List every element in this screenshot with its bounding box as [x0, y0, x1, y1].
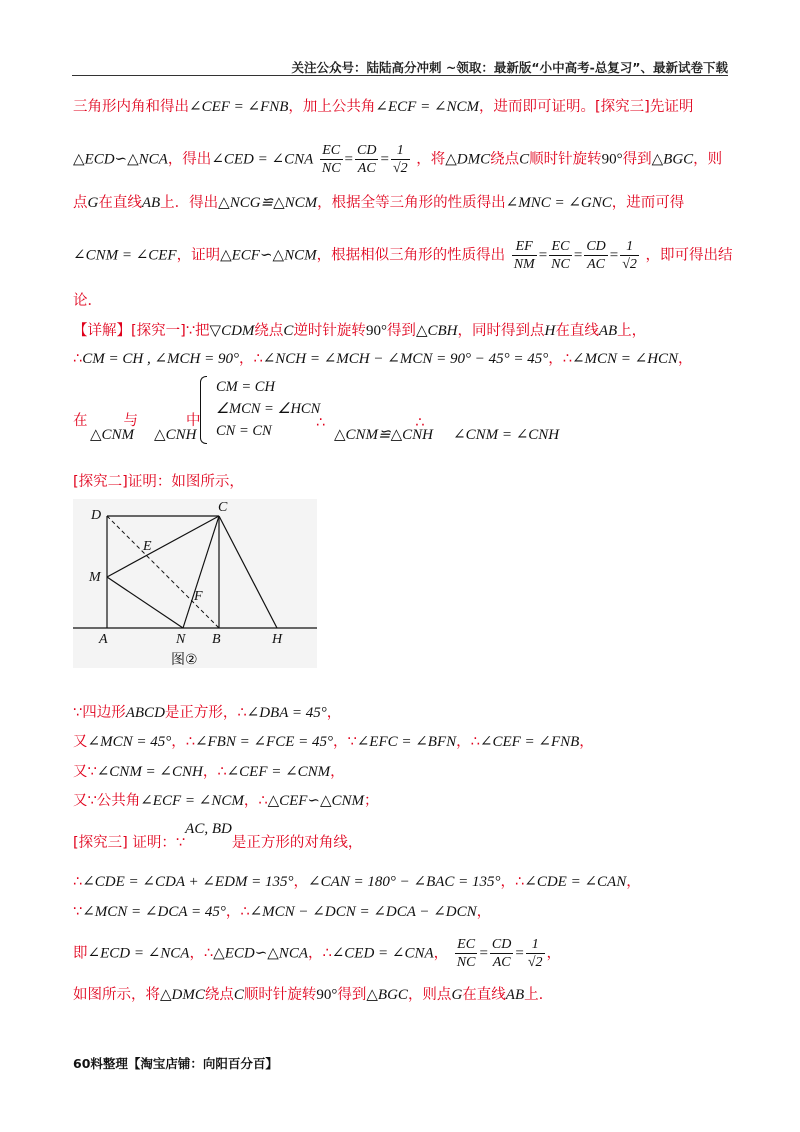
- math: ∠CNM = ∠CNH: [453, 427, 560, 443]
- math: ∠CNM = ∠CNH: [96, 764, 203, 780]
- text: 是正方形，∴: [164, 705, 247, 721]
- text: ，∴: [202, 764, 227, 780]
- math: △NCG≌△NCM: [218, 195, 318, 211]
- text: 点: [73, 195, 88, 211]
- text: ，∴: [171, 734, 195, 750]
- fraction: $\frac{EC}{NC}$: [456, 937, 476, 970]
- text: ，∴: [456, 734, 480, 750]
- math: C: [283, 323, 294, 339]
- math: ∠CNM = ∠CEF: [73, 247, 177, 264]
- text-line-18: [73, 985, 543, 1005]
- text-line-10: [73, 703, 341, 723]
- text-line-17: 即∠ECD = ∠NCA，∴△ECD∽△NCA，∴∠CED = ∠CNA， $\frac{EC}{NC}$ = $\frac{CD}{AC}$ = $\frac{1}{√2}$ ，: [73, 937, 562, 970]
- segment-CH: [219, 516, 277, 628]
- text: 又: [73, 734, 88, 750]
- text: 得到: [622, 151, 652, 168]
- fraction: $\frac{EC}{NC}$: [551, 239, 570, 272]
- math: △BGC: [651, 151, 694, 168]
- text: 在: [73, 413, 88, 429]
- text: ，: [293, 874, 309, 890]
- equation-row: ∠MCN = ∠HCN: [216, 401, 321, 417]
- diagonal-DB: [107, 516, 219, 628]
- fraction: $\frac{CD}{AC}$: [491, 937, 512, 970]
- text: 中: [186, 413, 201, 429]
- text: [探究三] 证明：∵: [73, 835, 186, 851]
- text: ∴: [73, 351, 83, 367]
- math: △CNM: [90, 427, 135, 443]
- text: 得到: [337, 987, 367, 1003]
- equation-system: [216, 376, 320, 442]
- text-line-5: 论．: [73, 293, 102, 309]
- math: ∠CEF = ∠CNM: [226, 764, 331, 780]
- math: ∠ECF = ∠NCM: [375, 99, 480, 115]
- fraction: $\frac{CD}{AC}$: [586, 239, 606, 272]
- text: 如图所示，将: [73, 987, 160, 1003]
- label-M: M: [89, 570, 101, 585]
- text-line-2: △ECD∽△NCA，得出∠CED = ∠CNA $\frac{EC}{NC}$ = $\frac{CD}{AC}$ = $\frac{1}{√2}$ ，将△DMC绕点C顺时针旋转90°得到△BGC，则: [73, 143, 723, 176]
- label-C: C: [218, 500, 228, 515]
- text-line-11: [73, 732, 594, 752]
- text: 顺时针旋转: [529, 151, 602, 168]
- math: CM = CH , ∠MCH = 90°: [82, 351, 239, 367]
- math: AB: [598, 323, 618, 339]
- math: C: [233, 987, 244, 1003]
- math: △BGC: [366, 987, 408, 1003]
- text-line-8b: [90, 425, 196, 445]
- equation-brace: [200, 376, 207, 444]
- label-E: E: [143, 539, 152, 554]
- text: ，进而可得: [611, 195, 685, 211]
- text-line-6: [73, 321, 646, 341]
- text: ，证明: [176, 247, 221, 264]
- math: ∠MCN = 45°: [87, 734, 172, 750]
- math: AB: [505, 987, 525, 1003]
- text: ，即可得出结: [645, 247, 733, 264]
- text: ，∴: [548, 351, 572, 367]
- math: ∠ECF = ∠NCM: [140, 793, 244, 809]
- label-F: F: [194, 589, 203, 604]
- label-D: D: [91, 508, 102, 523]
- text: 在直线: [462, 987, 506, 1003]
- text: 逆时针旋转: [293, 323, 366, 339]
- text: 在直线: [98, 195, 142, 211]
- fraction: $\frac{1}{√2}$: [622, 239, 637, 272]
- math: ∠CDE = ∠CAN: [524, 874, 627, 890]
- equation-row: CM = CH: [216, 379, 275, 395]
- text: ，得出: [167, 151, 212, 168]
- text: 上，: [617, 323, 647, 339]
- text: ，加上公共角: [288, 99, 376, 115]
- text: ，则: [693, 151, 723, 168]
- math: C: [519, 151, 530, 168]
- text: ，∴: [238, 351, 263, 367]
- text: 【详解】[探究一]∵把: [73, 323, 210, 339]
- math: ∠MCN − ∠DCN = ∠DCA − ∠DCN: [249, 904, 477, 920]
- text: 与: [123, 413, 138, 429]
- label-B: B: [212, 632, 221, 647]
- text: ，∵: [332, 734, 357, 750]
- text: 顺时针旋转: [243, 987, 317, 1003]
- text: 三角形内角和得出: [73, 99, 189, 115]
- text: ，: [326, 705, 342, 721]
- math: ∠CAN = 180° − ∠BAC = 135°: [308, 874, 501, 890]
- text: 得到: [386, 323, 416, 339]
- text: ，进而即可证明。[探究三]先证明: [479, 99, 694, 115]
- math: ∠DBA = 45°: [246, 705, 327, 721]
- math: AB: [141, 195, 161, 211]
- text: 绕点: [490, 151, 520, 168]
- fraction: $\frac{1}{√2}$: [527, 937, 543, 970]
- math: △CEF∽△CNM: [267, 793, 365, 809]
- math: ▽CDM: [209, 323, 255, 339]
- figure-svg: [73, 499, 317, 668]
- text: ；: [364, 793, 379, 809]
- text: ，: [678, 351, 693, 367]
- text-line-4: ∠CNM = ∠CEF，证明△ECF∽△NCM，根据相似三角形的性质得出 $\frac{EF}{NM}$ = $\frac{EC}{NC}$ = $\frac{CD}{AC}$ = $\frac{1}{√2}$ ，即可得出结: [73, 239, 733, 272]
- math: ∠CDE = ∠CDA + ∠EDM = 135°: [82, 874, 294, 890]
- text: ，: [546, 945, 562, 962]
- text: 上．得出: [160, 195, 219, 211]
- text: ，将: [416, 151, 446, 168]
- segment-MN: [107, 577, 183, 628]
- text: ，: [626, 874, 641, 890]
- text: ，: [579, 734, 594, 750]
- label-A: A: [99, 632, 108, 647]
- math: G: [451, 987, 463, 1003]
- header-divider: [72, 75, 728, 76]
- math: △CBH: [415, 323, 458, 339]
- equation-row: CN = CN: [216, 423, 272, 439]
- math: ∠MNC = ∠GNC: [505, 195, 612, 211]
- math: ∠EFC = ∠BFN: [356, 734, 457, 750]
- math: ∠MCN = ∠DCA = 45°: [82, 904, 226, 920]
- text: 又∵公共角: [73, 793, 141, 809]
- math: △CNH: [154, 427, 197, 443]
- text: ，则点: [407, 987, 452, 1003]
- text: 即: [73, 945, 88, 962]
- text: ，∴: [225, 904, 250, 920]
- math: 90°: [601, 151, 623, 168]
- text-line-15: [73, 872, 641, 892]
- math: 90°: [365, 323, 387, 339]
- page-header: 关注公众号：陆陆高分冲刺 ~领取：最新版“小中高考-总复习”、最新试卷下载: [291, 60, 728, 75]
- math: H: [544, 323, 556, 339]
- text: 又∵: [73, 764, 97, 780]
- text: 是正方形的对角线，: [231, 835, 363, 851]
- math: △DMC: [160, 987, 205, 1003]
- fraction: $\frac{EF}{NM}$: [513, 239, 535, 272]
- math: ∠FBN = ∠FCE = 45°: [194, 734, 333, 750]
- label-N: N: [176, 632, 186, 647]
- geometry-figure: [73, 499, 317, 668]
- text-line-1: [73, 97, 693, 117]
- text: ，: [433, 945, 449, 962]
- math: ABCD: [125, 705, 165, 721]
- page-footer: 60料整理【淘宝店铺：向阳百分百】: [73, 1056, 278, 1071]
- text: ∴: [316, 415, 326, 431]
- text-line-16: [73, 902, 491, 922]
- math: G: [87, 195, 99, 211]
- text: ∴: [415, 415, 425, 431]
- text-line-7: [73, 349, 693, 369]
- math: ∠MCN = ∠HCN: [571, 351, 679, 367]
- math: △CNM≌△CNH: [334, 427, 433, 443]
- fraction: $\frac{1}{√2}$: [392, 143, 408, 176]
- text: ，同时得到点: [457, 323, 545, 339]
- fraction: $\frac{CD}{AC}$: [357, 143, 377, 176]
- figure-caption: 图②: [171, 652, 198, 668]
- math: △ECF∽△NCM: [220, 247, 317, 264]
- text: ，根据相似三角形的性质得出: [316, 247, 506, 264]
- text: ，∴: [189, 945, 214, 962]
- text: ，∴: [307, 945, 332, 962]
- math: ∠ECD = ∠NCA: [87, 945, 190, 962]
- math: △DMC: [445, 151, 491, 168]
- text: ，∴: [243, 793, 268, 809]
- text: ，: [330, 764, 345, 780]
- label-H: H: [272, 632, 283, 647]
- text-line-9: [探究二]证明：如图所示，: [73, 474, 244, 490]
- text: 绕点: [204, 987, 234, 1003]
- text-line-13: [73, 791, 379, 811]
- text-line-12: [73, 762, 345, 782]
- text: ，根据全等三角形的性质得出: [317, 195, 506, 211]
- text: ，∴: [500, 874, 525, 890]
- text: ∵: [73, 904, 83, 920]
- math: △ECD∽△NCA: [213, 945, 308, 962]
- math: AC, BD: [185, 821, 232, 837]
- math: ∠CED = ∠CNA: [331, 945, 434, 962]
- math: 90°: [316, 987, 338, 1003]
- text: 上.: [524, 987, 544, 1003]
- math: ∠NCH = ∠MCH − ∠MCN = 90° − 45° = 45°: [262, 351, 549, 367]
- math: ∠CEF = ∠FNB: [189, 99, 289, 115]
- text: 绕点: [254, 323, 284, 339]
- math: △ECD∽△NCA: [73, 151, 168, 168]
- fraction: $\frac{EC}{NC}$: [321, 143, 341, 176]
- text: 在直线: [555, 323, 599, 339]
- text-line-14: [73, 821, 363, 853]
- text: ∴: [73, 874, 83, 890]
- math: ∠CED = ∠CNA: [211, 151, 314, 168]
- math: ∠CEF = ∠FNB: [479, 734, 580, 750]
- text: ∵四边形: [73, 705, 126, 721]
- text: ，: [476, 904, 492, 920]
- text-line-3: [73, 193, 684, 213]
- text-line-8d: [334, 425, 559, 445]
